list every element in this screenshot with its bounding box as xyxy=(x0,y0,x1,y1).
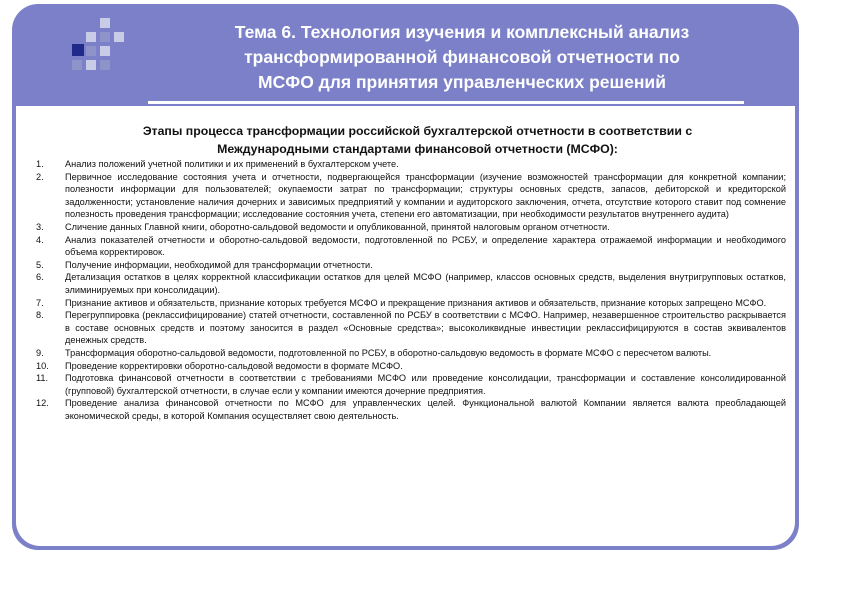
list-item xyxy=(36,309,786,347)
title-line: трансформированной финансовой отчетности по xyxy=(244,47,680,67)
title-line: Тема 6. Технология изучения и комплексный анализ xyxy=(234,22,690,42)
step-text: Сличение данных Главной книги, оборотно-сальдовой ведомости и опубликованной, принятой налоговым органом отчетности. xyxy=(65,221,610,232)
step-number: 1. xyxy=(36,159,44,169)
step-number: 7. xyxy=(36,297,44,308)
list-item xyxy=(36,158,786,171)
list-item xyxy=(36,297,786,310)
step-text: Признание активов и обязательств, признание которых требуется МСФО и прекращение признания активов и обязательств, признание которых запрещено МСФО. xyxy=(65,297,767,308)
list-item xyxy=(36,372,786,397)
list-item xyxy=(36,221,786,234)
step-number: 5. xyxy=(36,259,44,270)
list-item xyxy=(36,397,786,422)
step-number: 3. xyxy=(36,221,44,232)
step-number: 10. xyxy=(36,360,49,371)
step-text: Получение информации, необходимой для трансформации отчетности. xyxy=(65,259,373,270)
step-number: 9. xyxy=(36,347,44,358)
step-number: 11. xyxy=(36,373,49,384)
step-text: Анализ показателей отчетности и оборотно-сальдовой ведомости, подготовленной по РСБУ, и определение характера отражаемой информации и необходимого объема корректировок. xyxy=(65,234,786,258)
step-text: Проведение анализа финансовой отчетности по МСФО для управленческих целей. Функциональной валютой Компании является валюта преобладающей экономической среды, в которой Компания осуществляет свою деятельность. xyxy=(65,398,786,421)
step-text: Перегруппировка (реклассифицирование) статей отчетности, составленной по РСБУ в соответствии с МСФО. Например, незавершенное строительство раскрывается в составе основных средств и поэтому заносится в раздел «Основные средства»; высоколиквидные инвестиции реклассифицируются в состав эквивалентов денежных средств. xyxy=(65,310,786,346)
step-number: 6. xyxy=(36,272,44,283)
step-text: Трансформация оборотно-сальдовой ведомости, подготовленной по РСБУ, в оборотно-сальдовую ведомость в формате МСФО с пересчетом валюты. xyxy=(65,347,712,358)
list-item xyxy=(36,271,786,296)
checkered-logo-icon xyxy=(72,18,142,88)
step-number: 8. xyxy=(36,310,44,321)
step-text: Детализация остатков в целях корректной классификации остатков для целей МСФО (например, классов основных средств, выделения внутригрупповых остатков, элиминируемых при консолидации). xyxy=(65,272,786,295)
subtitle-line: Этапы процесса трансформации российской бухгалтерской отчетности в соответствии с xyxy=(142,124,693,138)
list-item xyxy=(36,234,786,259)
list-item xyxy=(36,347,786,360)
step-text: Анализ положений учетной политики и их применений в бухгалтерском учете. xyxy=(65,159,399,169)
content-subtitle xyxy=(45,122,790,158)
title-underline xyxy=(148,101,744,104)
steps-list xyxy=(36,158,786,422)
slide-header xyxy=(12,4,799,106)
title-line: МСФО для принятия управленческих решений xyxy=(258,72,666,92)
step-number: 12. xyxy=(36,398,49,409)
step-text: Подготовка финансовой отчетности в соответствии с требованиями МСФО или проведение консолидации, трансформации и составление консолидированной (групповой) бухгалтерской отчетности, в случае если у компании имеются дочерние предприятия. xyxy=(65,373,786,396)
step-text: Проведение корректировки оборотно-сальдовой ведомости в формате МСФО. xyxy=(65,360,403,371)
list-item xyxy=(36,360,786,373)
step-number: 4. xyxy=(36,234,44,245)
step-text: Первичное исследование состояния учета и отчетности, подвергающейся трансформации (изучение возможностей трансформации для конкретной компании; полезности информации для пользователей; окупаемости затрат по трансформации; структуры основных средств, запасов, дебиторской и кредиторской задолженности; установление наличия дочерних и зависимых предприятий у компании и аудиторского заключения, отчета, отсутствие которого ставит под сомнение полезность проведения трансформации; исследование состояния учета, степени его автоматизации, при необходимости результатов внутреннего аудита) xyxy=(65,171,786,220)
list-item xyxy=(36,171,786,221)
step-number: 2. xyxy=(36,171,44,182)
list-item xyxy=(36,259,786,272)
subtitle-line: Международными стандартами финансовой отчетности (МСФО): xyxy=(217,142,618,156)
slide-title xyxy=(152,20,772,95)
